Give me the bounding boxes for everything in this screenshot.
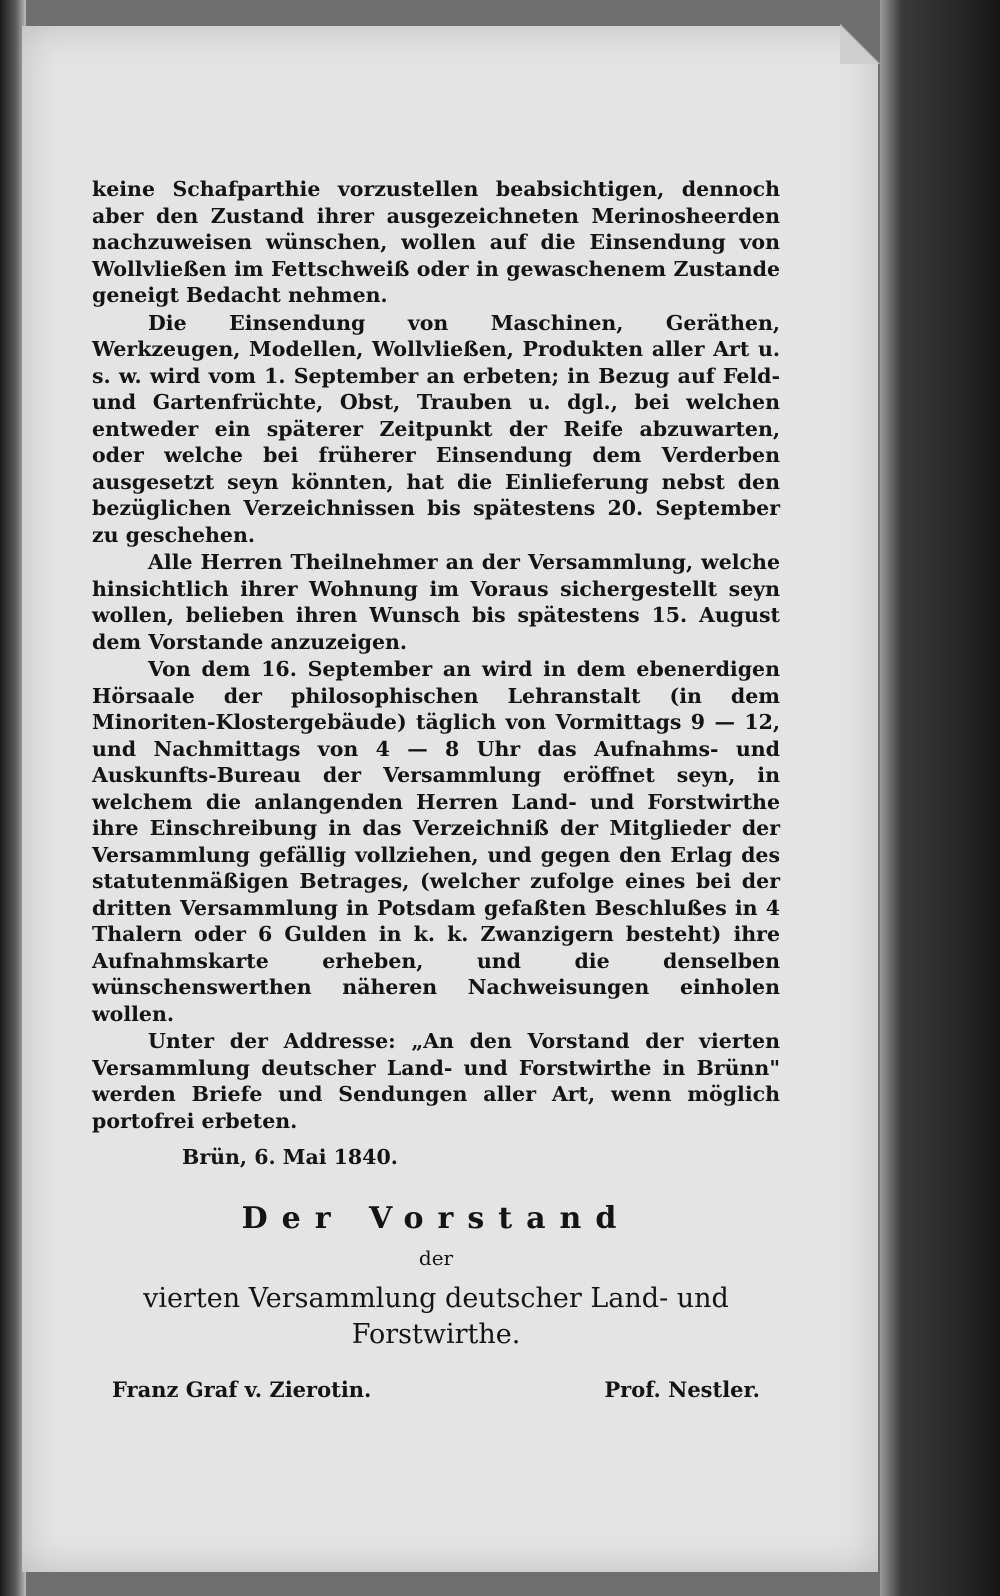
paragraph-registration-bureau: Von dem 16. September an wird in dem ebenerdigen Hörsaale der philosophischen Lehranstalt (in dem Minoriten-Klostergebäude) täglich von Vormittags 9 — 12, und Nachmittags von 4 — 8 Uhr das Aufnahms- und Auskunfts-Bureau der Versammlung eröffnet seyn, in welchem die anlangenden Herren Land- und Forstwirthe ihre Einschreibung in das Verzeichniß der Mitglieder der Versammlung gefällig vollziehen, und gegen den Erlag des statutenmäßigen Betrages, (welcher zufolge eines bei der dritten Versammlung in Potsdam gefaßten Beschlußes in 4 Thalern oder 6 Gulden in k. k. Zwanzigern besteht) ihre Aufnahmskarte erheben, und die denselben wünschenswerthen näheren Nachweisungen einholen wollen. (92, 657, 780, 1026)
document-page (22, 26, 878, 1572)
signature-title: Der Vorstand (241, 1200, 631, 1236)
paragraph-submission-dates: Die Einsendung von Maschinen, Geräthen, Werkzeugen, Modellen, Wollvließen, Produkten aller Art u. s. w. wird vom 1. September an erbeten; in Bezug auf Feld- und Gartenfrüchte, Obst, Trauben u. dgl., bei welchen entweder ein späterer Zeitpunkt der Reife abzuwarten, oder welche bei früherer Einsendung dem Verderben ausgesetzt seyn könnten, hat die Einlieferung nebst den bezüglichen Verzeichnissen bis spätestens 20. September zu geschehen. (92, 310, 780, 547)
page-corner-fold (840, 24, 880, 64)
paragraph-wool-fleece: keine Schafparthie vorzustellen beabsichtigen, dennoch aber den Zustand ihrer ausgezeichneten Merinosheerden nachzuweisen wünschen, wollen auf die Einsendung von Wollvließen im Fettschweiß oder in gewaschenem Zustande geneigt Bedacht nehmen. (92, 177, 780, 307)
book-cover-board (880, 0, 1000, 1596)
paragraph-lodging: Alle Herren Theilnehmer an der Versammlung, welche hinsichtlich ihrer Wohnung im Voraus sichergestellt seyn wollen, belieben ihren Wunsch bis spätestens 15. August dem Vorstande anzuzeigen. (92, 550, 780, 654)
page-body (92, 176, 780, 1404)
signatories (92, 1377, 780, 1404)
signatory-left: Franz Graf v. Zierotin. (112, 1377, 372, 1402)
paragraph-address: Unter der Addresse: „An den Vorstand der vierten Versammlung deutscher Land- und Forstwirthe in Brünn" werden Briefe und Sendungen aller Art, wenn möglich portofrei erbeten. (92, 1029, 780, 1133)
date-line: Brün, 6. Mai 1840. (182, 1145, 398, 1169)
signature-assembly: vierten Versammlung deutscher Land- und Forstwirthe. (143, 1283, 729, 1350)
signatory-right: Prof. Nestler. (604, 1377, 760, 1402)
signature-der: der (418, 1245, 454, 1270)
